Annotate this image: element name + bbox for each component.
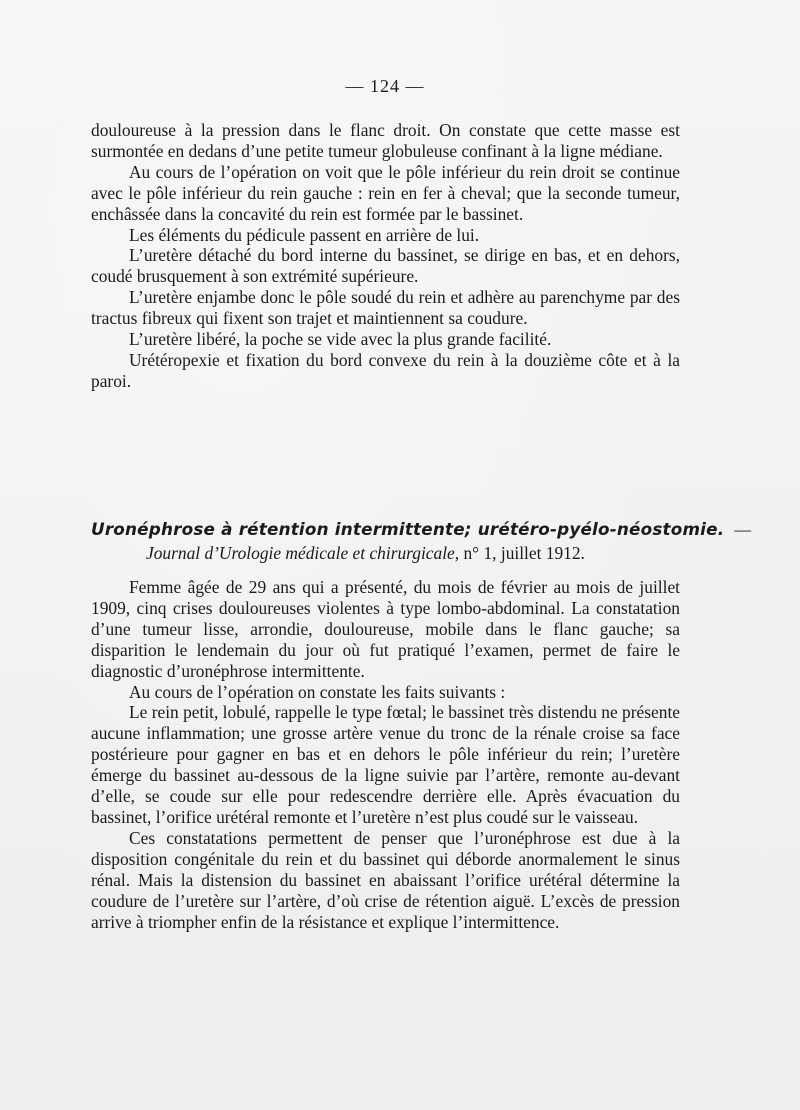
paragraph: Femme âgée de 29 ans qui a présenté, du mois de février au mois de juillet 1909, cinq crises douloureuses violentes à type lombo-abdominal. La constatation d’une tumeur lisse, arrondie, douloureuse, mobile dans le flanc gauche; sa disparition le lendemain du jour où fut pratiqué l’examen, permet de faire le diagnostic d’uronéphrose intermittente.: [91, 577, 680, 681]
paragraph: L’uretère détaché du bord interne du bassinet, se dirige en bas, et en dehors, coudé brusquement à son extrémité supérieure.: [91, 245, 680, 287]
case-description-continued: [91, 120, 680, 392]
paragraph: Ces constatations permettent de penser que l’uronéphrose est due à la disposition congénitale du rein et du bassinet qui déborde anormalement le sinus rénal. Mais la distension du bassinet en abaissant l’orifice urétéral détermine la coudure de l’uretère sur l’artère, d’où crise de rétention aiguë. L’excès de pression arrive à triompher enfin de la résistance et explique l’intermittence.: [91, 827, 680, 932]
paragraph: Au cours de l’opération on voit que le pôle inférieur du rein droit se continue avec le pôle inférieur du rein gauche : rein en fer à cheval; que la seconde tumeur, enchâssée dans la concavité du rein est formée par le bassinet.: [91, 161, 680, 224]
journal-issue: n° 1, juillet 1912.: [459, 543, 585, 563]
journal-citation: [146, 543, 686, 564]
journal-name: Journal d’Urologie médicale et chirurgicale,: [146, 543, 460, 563]
section-title-text: Uronéphrose à rétention intermittente; urétéro-pyélo-néostomie.: [91, 519, 725, 539]
paragraph: douloureuse à la pression dans le flanc droit. On constate que cette masse est surmontée en dedans d’une petite tumeur globuleuse confinant à la ligne médiane.: [91, 120, 680, 161]
paragraph: L’uretère enjambe donc le pôle soudé du rein et adhère au parenchyme par des tractus fibreux qui fixent son trajet et maintiennent sa coudure.: [91, 287, 680, 329]
paragraph: Au cours de l’opération on constate les faits suivants :: [129, 681, 506, 702]
page-number: — 124 —: [345, 76, 425, 96]
paragraph: Les éléments du pédicule passent en arrière de lui.: [129, 224, 480, 245]
section-title-dash: —: [734, 520, 752, 539]
paragraph: Le rein petit, lobulé, rappelle le type fœtal; le bassinet très distendu ne présente aucune inflammation; une grosse artère venue du tronc de la rénale croise sa face postérieure pour gagner en bas et en dehors le pôle inférieur du rein; l’uretère émerge du bassinet au-dessous de la ligne suivie par l’artère, remonte au-devant d’elle, se coude sur elle pour redescendre derrière elle. Après évacuation du bassinet, l’orifice urétéral remonte et l’uretère n’est plus coudé sur le vaisseau.: [91, 702, 680, 827]
paragraph: Urétéropexie et fixation du bord convexe du rein à la douzième côte et à la paroi.: [91, 349, 680, 391]
case-description: [91, 577, 680, 932]
section-heading: [91, 519, 752, 540]
paragraph: L’uretère libéré, la poche se vide avec la plus grande facilité.: [129, 329, 552, 350]
